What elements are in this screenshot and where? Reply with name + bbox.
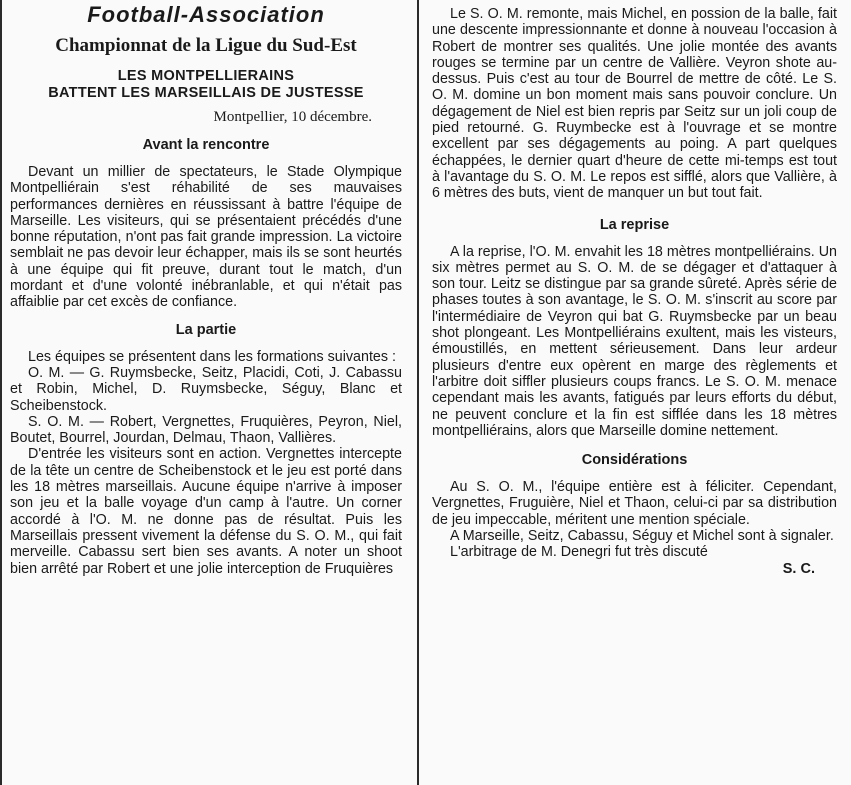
subhead-partie: La partie bbox=[175, 321, 237, 338]
championship-title: Championnat de la Ligue du Sud-Est bbox=[55, 35, 357, 56]
right-column bbox=[424, 0, 851, 785]
paragraph-team-om: O. M. — G. Ruymsbecke, Seitz, Placidi, Coti, J. Cabassu et Robin, Michel, D. Ruymsbecke, Séguy, Blanc et Scheibenstock. bbox=[10, 364, 402, 414]
paragraph-first-half: Le S. O. M. remonte, mais Michel, en possion de la balle, fait une descente impressionnante et donne à nouveau l'occasion à Robert de montrer ses qualités. Une jolie montée des avants rouges se termine par un centre de Vallière. Veyron shote au-dessus. Puis c'est au tour de Bourrel de mettre de côté. Le S. O. M. domine un bon moment mais sans pouvoir conclure. Un dégagement de Niel est bien repris par Seitz sur un joli coup de pied retourné. G. Ruymbecke est à l'ouvrage et se montre excellent par ses dégagements au poing. A part quelques échappées, le dernier quart d'heure de cette mi-temps est tout à l'avantage du S. O. M. Le repos est sifflé, alors que Vallière, à 6 mètres des buts, vient de manquer un but tout fait. bbox=[432, 6, 837, 202]
paragraph-formations: Les équipes se présentent dans les formations suivantes : bbox=[28, 348, 396, 365]
paragraph-match-start: D'entrée les visiteurs sont en action. Vergnettes intercepte de la tête un centre de Scheibenstock et le jeu est porté dans les 18 mètres marseillais. Aucune équipe n'arrive à imposer son jeu et la balle voyage d'un camp à l'autre. Un corner accordé à l'O. M. ne donne pas de résultat. Puis les Marseillais pressent vivement la défense du S. O. M., qui fait merveille. Cabassu sert bien ses avants. A noter un shoot bien arrêté par Robert et une jolie interception de Fruquières bbox=[10, 446, 402, 577]
headline-line-2: BATTENT LES MARSEILLAIS DE JUSTESSE bbox=[48, 85, 364, 101]
paragraph-considerations-som: Au S. O. M., l'équipe entière est à féliciter. Cependant, Vergnettes, Fruguière, Niel et Thaon, celui-ci par sa distribution de jeu impeccable, méritent une mention spéciale. bbox=[432, 479, 837, 528]
subhead-avant: Avant la rencontre bbox=[142, 137, 270, 153]
headline-line-1: LES MONTPELLIERAINS bbox=[117, 68, 295, 84]
paragraph-arbitrage: L'arbitrage de M. Denegri fut très discuté bbox=[450, 544, 708, 561]
author-signature: S. C. bbox=[782, 560, 815, 577]
paragraph-reprise: A la reprise, l'O. M. envahit les 18 mètres montpelliérains. Un six mètres permet au S. O. M. de se dégager et d'attaquer à son tour. Leitz se distingue par sa grande sûreté. Après série de phases toutes à son avantage, le S. O. M. s'inscrit au score par l'intermédiaire de Veyron qui bat G. Ruymsbecke par un beau shot plongeant. Les Montpelliérains exultent, mais les visteurs, émoustillés, en mettent sérieusement. Dans leur ardeur plusieurs d'entre eux opèrent en marge des règlements et l'arbitre doit siffler plusieurs coups francs. Le S. O. M. menace cependant mais les avants, fatigués par leurs efforts du début, ne peuvent conclure et la fin est sifflée dans les 18 mètres montpelliérains, alors que Marseille domine nettement. bbox=[432, 243, 837, 439]
section-kicker: Football-Association bbox=[87, 2, 325, 27]
subhead-reprise: La reprise bbox=[599, 216, 670, 233]
paragraph-team-som: S. O. M. — Robert, Vergnettes, Fruquières, Peyron, Niel, Boutet, Bourrel, Jourdan, Delmau, Thaon, Vallières. bbox=[10, 413, 402, 447]
column-divider bbox=[417, 0, 419, 785]
dateline: Montpellier, 10 décembre. bbox=[213, 109, 372, 125]
paragraph-avant: Devant un millier de spectateurs, le Stade Olympique Montpelliérain s'est réhabilité de ses mauvaises performances dernières en réussissant à battre l'équipe de Marseille. Les visiteurs, qui se présentaient précédés d'une bonne réputation, n'ont pas fait grande impression. La victoire semblait ne pas devoir leur échapper, mais ils se sont heurtés à une équipe qui fit preuve, durant tout le match, d'un mordant et d'une volonté inébranlable, et qui n'était pas affaiblie par cet excès de confiance. bbox=[10, 164, 402, 311]
left-column bbox=[0, 0, 410, 785]
paragraph-considerations-om: A Marseille, Seitz, Cabassu, Séguy et Michel sont à signaler. bbox=[450, 528, 834, 545]
subhead-considerations: Considérations bbox=[581, 452, 688, 469]
